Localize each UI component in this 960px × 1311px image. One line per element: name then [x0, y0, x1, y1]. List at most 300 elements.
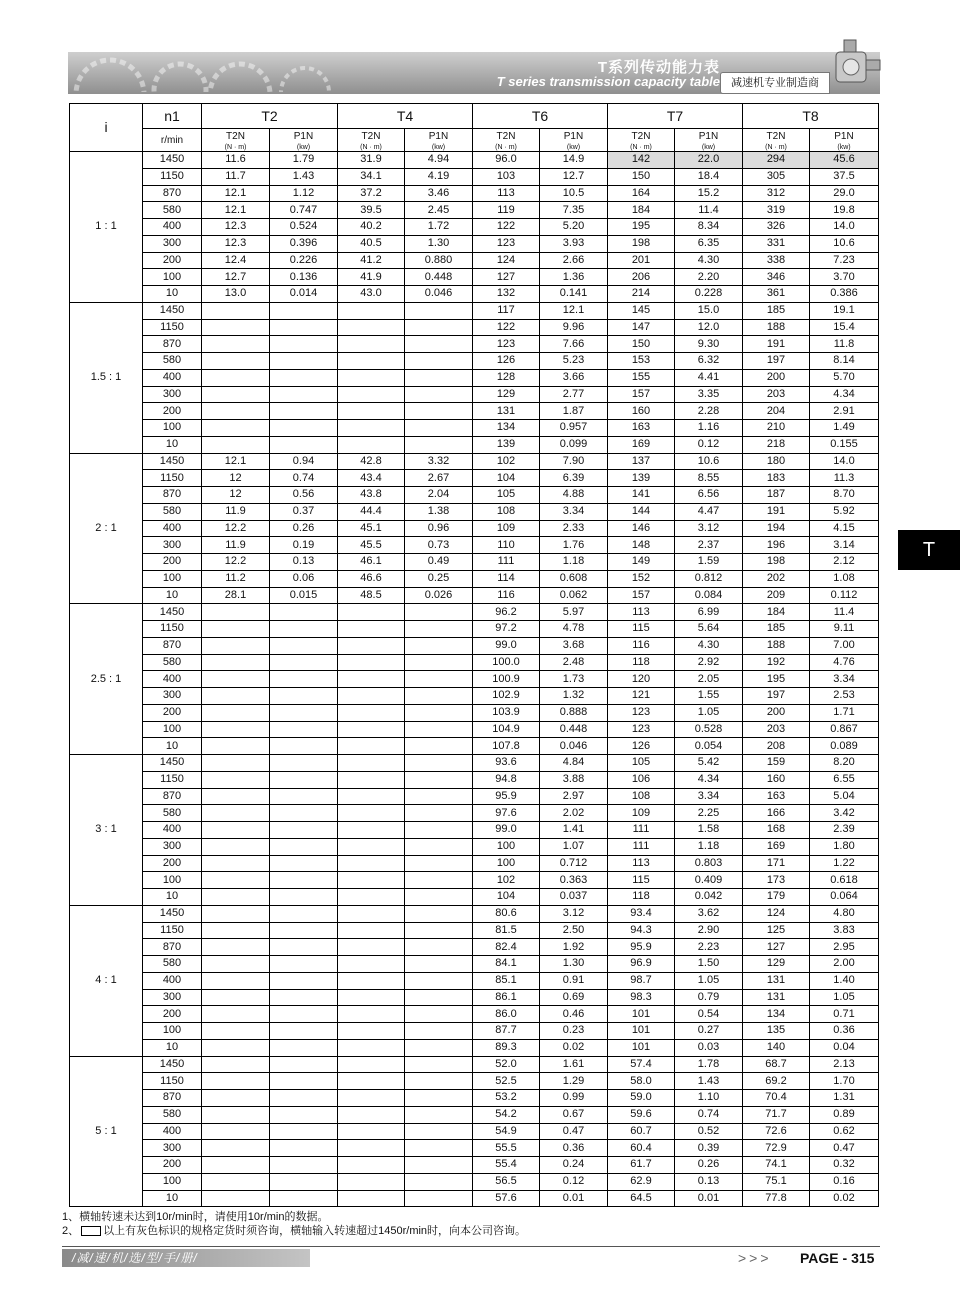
value-cell: 200: [743, 704, 810, 721]
speed-cell: 200: [143, 1006, 202, 1023]
value-cell: 1.43: [270, 168, 338, 185]
value-cell: 11.8: [810, 336, 879, 353]
value-cell: [405, 420, 473, 437]
page-title-cn: T系列传动能力表: [597, 59, 720, 76]
value-cell: 0.56: [270, 487, 338, 504]
value-cell: [270, 838, 338, 855]
value-cell: 129: [743, 956, 810, 973]
value-cell: 2.50: [540, 922, 608, 939]
value-cell: [405, 654, 473, 671]
value-cell: 1.12: [270, 185, 338, 202]
value-cell: 19.1: [810, 302, 879, 319]
value-cell: 22.0: [675, 152, 743, 169]
value-cell: 15.0: [675, 302, 743, 319]
value-cell: [202, 1039, 270, 1056]
footer-divider: [62, 1246, 880, 1247]
value-cell: 0.03: [675, 1039, 743, 1056]
value-cell: 184: [608, 202, 675, 219]
value-cell: 188: [743, 637, 810, 654]
value-cell: 122: [473, 319, 540, 336]
value-cell: 1.30: [540, 956, 608, 973]
value-cell: 5.70: [810, 369, 879, 386]
value-cell: [405, 755, 473, 772]
value-cell: [405, 1073, 473, 1090]
value-cell: 86.1: [473, 989, 540, 1006]
note-2-prefix: 2、: [62, 1225, 80, 1237]
value-cell: [338, 755, 405, 772]
value-cell: 1.36: [540, 269, 608, 286]
value-cell: [270, 1056, 338, 1073]
table-row: [70, 654, 879, 671]
value-cell: 14.0: [810, 219, 879, 236]
table-row: [70, 1190, 879, 1207]
value-cell: [270, 788, 338, 805]
value-cell: 12.1: [202, 202, 270, 219]
value-cell: 0.12: [540, 1173, 608, 1190]
capacity-table: [69, 103, 879, 1207]
value-cell: 0.136: [270, 269, 338, 286]
header-power-unit: [810, 129, 879, 152]
value-cell: [338, 336, 405, 353]
value-cell: 60.4: [608, 1140, 675, 1157]
value-cell: 0.36: [810, 1023, 879, 1040]
value-cell: [202, 1157, 270, 1174]
speed-cell: 400: [143, 219, 202, 236]
value-cell: 123: [473, 235, 540, 252]
speed-cell: 200: [143, 252, 202, 269]
value-cell: 195: [608, 219, 675, 236]
value-cell: 11.2: [202, 570, 270, 587]
value-cell: [270, 738, 338, 755]
footer-arrows: >>>: [738, 1250, 772, 1266]
value-cell: [202, 1140, 270, 1157]
value-cell: 9.11: [810, 621, 879, 638]
value-cell: 12.3: [202, 235, 270, 252]
speed-cell: 400: [143, 369, 202, 386]
value-cell: 94.8: [473, 771, 540, 788]
value-cell: 0.046: [405, 286, 473, 303]
table-row: [70, 470, 879, 487]
value-cell: 12.1: [202, 453, 270, 470]
value-cell: 214: [608, 286, 675, 303]
value-cell: [202, 420, 270, 437]
value-cell: 0.73: [405, 537, 473, 554]
value-cell: [270, 755, 338, 772]
value-cell: 0.19: [270, 537, 338, 554]
value-cell: [405, 788, 473, 805]
value-cell: 135: [743, 1023, 810, 1040]
value-cell: 4.19: [405, 168, 473, 185]
value-cell: 0.24: [540, 1157, 608, 1174]
value-cell: 61.7: [608, 1157, 675, 1174]
table-row: [70, 252, 879, 269]
value-cell: 100: [473, 855, 540, 872]
value-cell: 218: [743, 436, 810, 453]
value-cell: [270, 704, 338, 721]
value-cell: [270, 1173, 338, 1190]
value-cell: 4.80: [810, 905, 879, 922]
value-cell: [405, 671, 473, 688]
value-cell: 160: [743, 771, 810, 788]
value-cell: [405, 1173, 473, 1190]
value-cell: 3.12: [540, 905, 608, 922]
value-cell: 119: [473, 202, 540, 219]
value-cell: [405, 956, 473, 973]
value-cell: 203: [743, 721, 810, 738]
value-cell: 169: [608, 436, 675, 453]
value-cell: [202, 637, 270, 654]
value-cell: 99.0: [473, 822, 540, 839]
value-cell: 72.6: [743, 1123, 810, 1140]
value-cell: [270, 1006, 338, 1023]
value-cell: 168: [743, 822, 810, 839]
value-cell: [270, 805, 338, 822]
value-cell: 3.12: [675, 520, 743, 537]
speed-cell: 100: [143, 1023, 202, 1040]
value-cell: [338, 302, 405, 319]
value-cell: 0.37: [270, 503, 338, 520]
value-cell: 0.226: [270, 252, 338, 269]
value-cell: 109: [608, 805, 675, 822]
value-cell: 1.59: [675, 554, 743, 571]
table-row: [70, 872, 879, 889]
value-cell: 12.7: [540, 168, 608, 185]
speed-cell: 1450: [143, 302, 202, 319]
header-rmin: r/min: [143, 129, 202, 152]
value-cell: [338, 771, 405, 788]
value-cell: 0.448: [540, 721, 608, 738]
value-cell: 5.92: [810, 503, 879, 520]
ratio-cell: 4 : 1: [70, 905, 143, 1056]
value-cell: 103.9: [473, 704, 540, 721]
value-cell: 0.01: [540, 1190, 608, 1207]
value-cell: 0.867: [810, 721, 879, 738]
value-cell: 0.015: [270, 587, 338, 604]
torque-label: T2N: [226, 131, 245, 142]
table-row: [70, 219, 879, 236]
value-cell: [270, 369, 338, 386]
value-cell: 202: [743, 570, 810, 587]
value-cell: 37.5: [810, 168, 879, 185]
value-cell: 4.41: [675, 369, 743, 386]
value-cell: 1.05: [675, 972, 743, 989]
value-cell: 111: [608, 838, 675, 855]
value-cell: [202, 336, 270, 353]
power-unit-label: (kw): [296, 144, 311, 151]
value-cell: 2.05: [675, 671, 743, 688]
value-cell: [270, 420, 338, 437]
value-cell: 6.35: [675, 235, 743, 252]
value-cell: 2.95: [810, 939, 879, 956]
speed-cell: 580: [143, 956, 202, 973]
value-cell: 8.14: [810, 353, 879, 370]
value-cell: 0.046: [540, 738, 608, 755]
value-cell: 7.90: [540, 453, 608, 470]
value-cell: 0.054: [675, 738, 743, 755]
value-cell: [338, 420, 405, 437]
value-cell: 2.00: [810, 956, 879, 973]
value-cell: 70.4: [743, 1090, 810, 1107]
value-cell: 4.30: [675, 252, 743, 269]
value-cell: 163: [608, 420, 675, 437]
value-cell: 150: [608, 168, 675, 185]
value-cell: 54.2: [473, 1106, 540, 1123]
value-cell: 2.37: [675, 537, 743, 554]
value-cell: 179: [743, 889, 810, 906]
value-cell: 0.112: [810, 587, 879, 604]
value-cell: 0.064: [810, 889, 879, 906]
notes: [62, 1210, 526, 1238]
value-cell: 84.1: [473, 956, 540, 973]
value-cell: 87.7: [473, 1023, 540, 1040]
value-cell: 55.4: [473, 1157, 540, 1174]
value-cell: 12.0: [675, 319, 743, 336]
value-cell: 203: [743, 386, 810, 403]
value-cell: 12.7: [202, 269, 270, 286]
value-cell: [338, 621, 405, 638]
value-cell: 0.46: [540, 1006, 608, 1023]
value-cell: 43.0: [338, 286, 405, 303]
value-cell: 180: [743, 453, 810, 470]
value-cell: 93.4: [608, 905, 675, 922]
value-cell: 294: [743, 152, 810, 169]
torque-unit-label: (N · m): [630, 144, 652, 151]
value-cell: [270, 1190, 338, 1207]
value-cell: [405, 369, 473, 386]
value-cell: 0.79: [675, 989, 743, 1006]
value-cell: 43.4: [338, 470, 405, 487]
value-cell: 0.099: [540, 436, 608, 453]
value-cell: [270, 386, 338, 403]
table-row: [70, 972, 879, 989]
value-cell: 12.2: [202, 520, 270, 537]
value-cell: 48.5: [338, 587, 405, 604]
speed-cell: 200: [143, 403, 202, 420]
value-cell: 1.92: [540, 939, 608, 956]
value-cell: 2.45: [405, 202, 473, 219]
value-cell: 160: [608, 403, 675, 420]
ratio-cell: 1 : 1: [70, 152, 143, 303]
value-cell: [270, 302, 338, 319]
value-cell: 54.9: [473, 1123, 540, 1140]
value-cell: 12.2: [202, 554, 270, 571]
value-cell: 2.48: [540, 654, 608, 671]
value-cell: 1.32: [540, 688, 608, 705]
value-cell: 312: [743, 185, 810, 202]
value-cell: 1.38: [405, 503, 473, 520]
table-row: [70, 302, 879, 319]
value-cell: 3.83: [810, 922, 879, 939]
value-cell: [202, 805, 270, 822]
table-row: [70, 704, 879, 721]
value-cell: 3.66: [540, 369, 608, 386]
speed-cell: 200: [143, 704, 202, 721]
value-cell: 1.18: [540, 554, 608, 571]
value-cell: 9.30: [675, 336, 743, 353]
value-cell: 0.524: [270, 219, 338, 236]
value-cell: 122: [473, 219, 540, 236]
value-cell: 6.56: [675, 487, 743, 504]
table-row: [70, 420, 879, 437]
speed-cell: 100: [143, 872, 202, 889]
value-cell: 125: [743, 922, 810, 939]
value-cell: 117: [473, 302, 540, 319]
value-cell: 116: [473, 587, 540, 604]
value-cell: 6.99: [675, 604, 743, 621]
value-cell: [338, 889, 405, 906]
power-label: P1N: [563, 131, 584, 142]
header-power-unit: [405, 129, 473, 152]
value-cell: 101: [608, 1039, 675, 1056]
value-cell: 148: [608, 537, 675, 554]
value-cell: 113: [608, 855, 675, 872]
value-cell: 3.93: [540, 235, 608, 252]
value-cell: 0.014: [270, 286, 338, 303]
value-cell: 105: [473, 487, 540, 504]
value-cell: [202, 738, 270, 755]
header-torque-unit: [473, 129, 540, 152]
value-cell: 159: [743, 755, 810, 772]
ratio-cell: 2.5 : 1: [70, 604, 143, 755]
value-cell: 1.71: [810, 704, 879, 721]
value-cell: 12.1: [540, 302, 608, 319]
value-cell: 8.20: [810, 755, 879, 772]
value-cell: 56.5: [473, 1173, 540, 1190]
value-cell: 101: [608, 1006, 675, 1023]
value-cell: [338, 872, 405, 889]
value-cell: [338, 1157, 405, 1174]
value-cell: [270, 822, 338, 839]
value-cell: [338, 704, 405, 721]
footer-book-title: /减/速/机/选/型/手/册/: [62, 1249, 310, 1267]
value-cell: 126: [608, 738, 675, 755]
table-row: [70, 168, 879, 185]
value-cell: 134: [743, 1006, 810, 1023]
value-cell: [202, 855, 270, 872]
value-cell: [405, 989, 473, 1006]
table-row: [70, 1073, 879, 1090]
value-cell: 46.6: [338, 570, 405, 587]
value-cell: [270, 872, 338, 889]
value-cell: 3.34: [675, 788, 743, 805]
value-cell: [405, 621, 473, 638]
power-unit-label: (kw): [431, 144, 446, 151]
value-cell: 13.0: [202, 286, 270, 303]
value-cell: [202, 621, 270, 638]
value-cell: [338, 972, 405, 989]
value-cell: 0.16: [810, 1173, 879, 1190]
value-cell: 12.1: [202, 185, 270, 202]
value-cell: [202, 721, 270, 738]
value-cell: 326: [743, 219, 810, 236]
value-cell: [270, 1123, 338, 1140]
value-cell: [405, 403, 473, 420]
value-cell: [338, 403, 405, 420]
table-row: [70, 637, 879, 654]
value-cell: 142: [608, 152, 675, 169]
value-cell: [405, 922, 473, 939]
value-cell: 41.9: [338, 269, 405, 286]
value-cell: 5.04: [810, 788, 879, 805]
table-row: [70, 336, 879, 353]
value-cell: 195: [743, 671, 810, 688]
speed-cell: 10: [143, 1039, 202, 1056]
power-unit-label: (kw): [837, 144, 851, 151]
value-cell: [338, 671, 405, 688]
value-cell: 113: [608, 604, 675, 621]
value-cell: [338, 1173, 405, 1190]
header-model-t4: T4: [338, 104, 473, 129]
table-row: [70, 1006, 879, 1023]
value-cell: [338, 1090, 405, 1107]
value-cell: 169: [743, 838, 810, 855]
value-cell: [405, 1157, 473, 1174]
speed-cell: 580: [143, 353, 202, 370]
speed-cell: 300: [143, 838, 202, 855]
value-cell: 59.6: [608, 1106, 675, 1123]
value-cell: 15.4: [810, 319, 879, 336]
table-row: [70, 436, 879, 453]
value-cell: 1.41: [540, 822, 608, 839]
speed-cell: 1450: [143, 152, 202, 169]
value-cell: 3.88: [540, 771, 608, 788]
value-cell: 0.06: [270, 570, 338, 587]
value-cell: 0.49: [405, 554, 473, 571]
value-cell: 2.97: [540, 788, 608, 805]
value-cell: 108: [473, 503, 540, 520]
value-cell: [270, 353, 338, 370]
table-row: [70, 202, 879, 219]
value-cell: 124: [473, 252, 540, 269]
value-cell: [202, 1023, 270, 1040]
value-cell: [202, 319, 270, 336]
value-cell: [270, 1023, 338, 1040]
value-cell: 4.88: [540, 487, 608, 504]
speed-cell: 200: [143, 855, 202, 872]
value-cell: 123: [608, 704, 675, 721]
value-cell: 104: [473, 889, 540, 906]
value-cell: 1.80: [810, 838, 879, 855]
table-row: [70, 503, 879, 520]
table-row: [70, 554, 879, 571]
value-cell: 12.4: [202, 252, 270, 269]
table-row: [70, 1090, 879, 1107]
value-cell: [338, 1106, 405, 1123]
torque-unit-label: (N · m): [224, 144, 247, 151]
value-cell: 104: [473, 470, 540, 487]
value-cell: 4.94: [405, 152, 473, 169]
value-cell: 191: [743, 336, 810, 353]
header-model-t8: T8: [743, 104, 879, 129]
value-cell: [202, 822, 270, 839]
speed-cell: 870: [143, 1090, 202, 1107]
value-cell: 10.5: [540, 185, 608, 202]
value-cell: 11.4: [675, 202, 743, 219]
value-cell: [270, 1090, 338, 1107]
value-cell: 144: [608, 503, 675, 520]
value-cell: [202, 1090, 270, 1107]
table-row: [70, 855, 879, 872]
value-cell: [202, 704, 270, 721]
value-cell: 204: [743, 403, 810, 420]
speed-cell: 1450: [143, 755, 202, 772]
value-cell: 187: [743, 487, 810, 504]
table-row: [70, 671, 879, 688]
value-cell: 41.2: [338, 252, 405, 269]
table-row: [70, 520, 879, 537]
value-cell: 338: [743, 252, 810, 269]
value-cell: 0.409: [675, 872, 743, 889]
